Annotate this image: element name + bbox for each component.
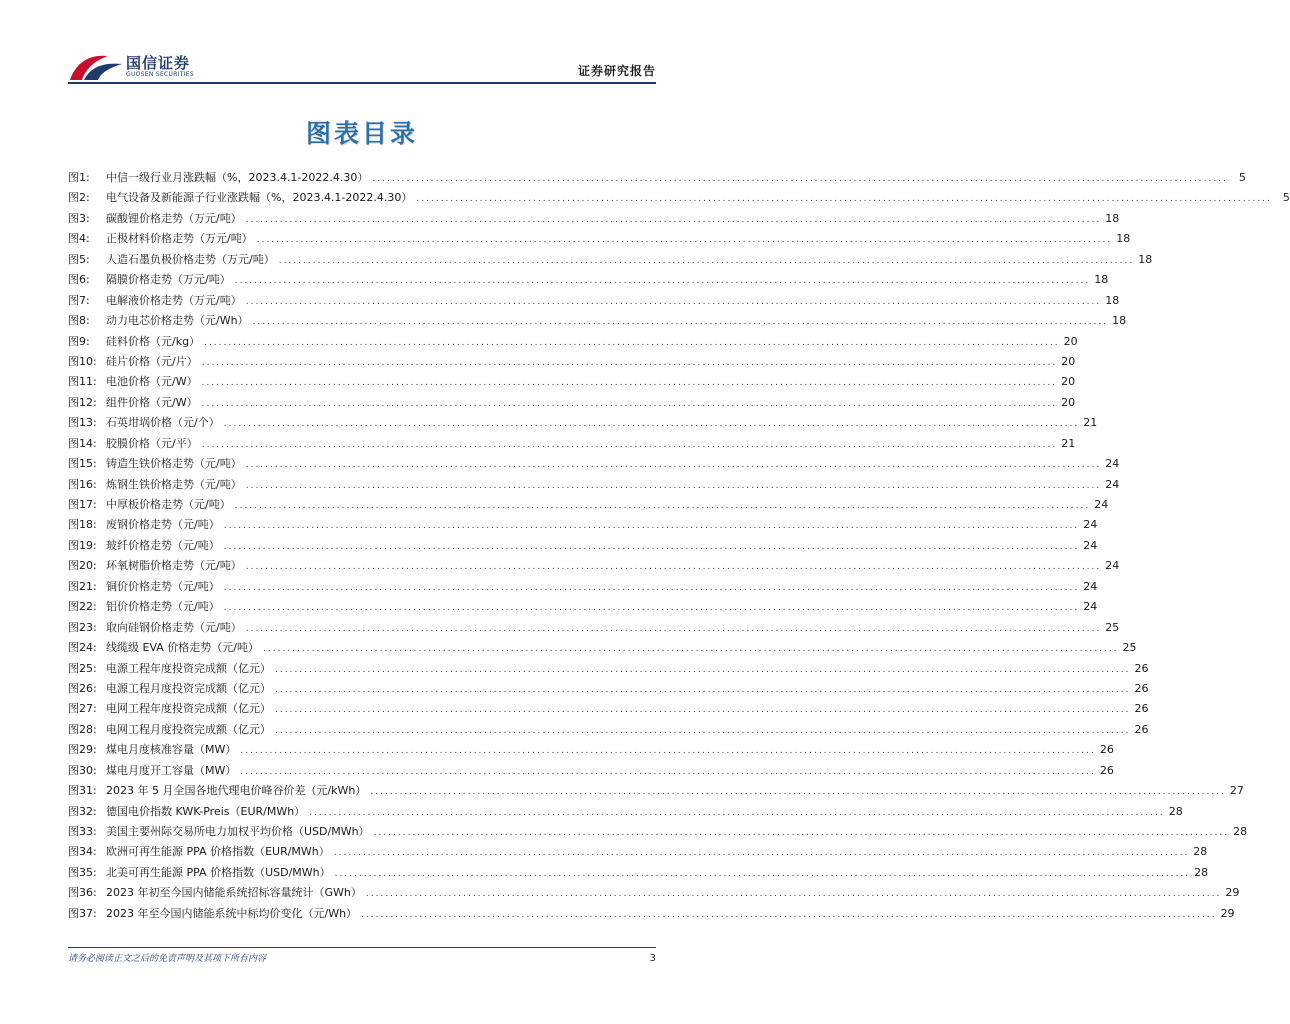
toc-page-number: 24 (1105, 477, 1120, 491)
toc-figure-label: 图19: (68, 538, 97, 552)
toc-figure-title[interactable]: 隔膜价格走势（万元/吨） (106, 273, 231, 287)
toc-figure-title[interactable]: 铸造生铁价格走势（元/吨） (106, 457, 242, 471)
toc-page-number: 26 (1134, 681, 1149, 695)
toc-dot-leader (202, 373, 1058, 393)
toc-dot-leader (224, 598, 1080, 618)
toc-dot-leader (224, 414, 1080, 434)
toc-page-number: 18 (1116, 232, 1131, 246)
toc-dot-leader (275, 660, 1131, 680)
toc-dot-leader (275, 700, 1131, 720)
toc-dot-leader (246, 476, 1102, 496)
toc-figure-label: 图36: (68, 886, 97, 900)
toc-dot-leader (366, 884, 1222, 904)
toc-entry[interactable] (68, 434, 1076, 454)
toc-figure-title[interactable]: 正极材料价格走势（万元/吨） (106, 232, 253, 246)
toc-entry[interactable] (68, 740, 1114, 760)
toc-entry[interactable] (68, 781, 1244, 801)
toc-figure-label: 图17: (68, 498, 97, 511)
toc-dot-leader (275, 680, 1131, 700)
report-type-label: 证券研究报告 (577, 64, 656, 78)
toc-page-number: 25 (1122, 641, 1137, 655)
toc-page-number: 28 (1194, 865, 1209, 879)
toc-page-number: 21 (1083, 416, 1098, 430)
toc-figure-label: 图5: (68, 252, 90, 266)
toc-figure-title[interactable]: 动力电芯价格走势（元/Wh） (106, 314, 249, 328)
toc-entry[interactable] (68, 720, 1149, 740)
toc-entry[interactable] (68, 802, 1183, 822)
toc-figure-label: 图29: (68, 743, 97, 757)
toc-dot-leader (202, 435, 1058, 455)
toc-entry[interactable] (68, 168, 1246, 188)
toc-figure-label: 图15: (68, 457, 97, 471)
toc-page-number: 25 (1105, 620, 1120, 634)
toc-figure-title[interactable]: 中信一级行业月涨跌幅（%，2023.4.1-2022.4.30） (106, 171, 369, 184)
page-number: 3 (649, 953, 656, 964)
toc-figure-label: 图20: (68, 559, 97, 573)
toc-figure-label: 图16: (68, 477, 97, 491)
toc-figure-label: 图12: (68, 395, 97, 409)
guosen-logo-icon (68, 52, 124, 82)
toc-figure-title[interactable]: 中厚板价格走势（元/吨） (106, 498, 231, 511)
toc-page-number: 21 (1061, 436, 1076, 450)
toc-figure-title[interactable]: 硅料价格（元/kg） (106, 334, 201, 348)
toc-figure-title[interactable]: 铜价价格走势（元/吨） (106, 579, 220, 593)
toc-figure-label: 图30: (68, 763, 97, 777)
toc-figure-title[interactable]: 炼钢生铁价格走势（元/吨） (106, 477, 242, 491)
page-title: 图表目录 (305, 119, 418, 148)
toc-page-number: 20 (1063, 334, 1078, 348)
toc-figure-title[interactable]: 欧洲可再生能源 PPA 价格指数（EUR/MWh） (106, 845, 330, 859)
toc-figure-title[interactable]: 铝价价格走势（元/吨） (106, 600, 220, 614)
toc-figure-label: 图14: (68, 436, 97, 450)
toc-figure-label: 图33: (68, 825, 97, 838)
toc-figure-label: 图26: (68, 681, 97, 695)
toc-figure-label: 图8: (68, 314, 90, 328)
toc-dot-leader (224, 578, 1080, 598)
toc-entry[interactable] (68, 229, 1131, 249)
toc-dot-leader (235, 271, 1091, 291)
toc-dot-leader (335, 864, 1191, 884)
toc-figure-label: 图2: (68, 191, 90, 205)
toc-dot-leader (275, 721, 1131, 741)
toc-dot-leader (240, 762, 1096, 782)
toc-figure-title[interactable]: 电源工程月度投资完成额（亿元） (106, 681, 271, 695)
toc-page-number: 24 (1083, 579, 1098, 593)
toc-figure-label: 图13: (68, 416, 97, 430)
toc-figure-label: 图9: (68, 334, 90, 348)
toc-dot-leader (374, 823, 1230, 843)
toc-page-number: 18 (1094, 273, 1109, 287)
toc-figure-title[interactable]: 煤电月度开工容量（MW） (106, 763, 237, 777)
toc-page-number: 5 (1238, 171, 1246, 184)
toc-figure-title[interactable]: 硅片价格（元/片） (106, 354, 198, 368)
toc-entry[interactable] (68, 209, 1120, 229)
toc-figure-title[interactable]: 废钢价格走势（元/吨） (106, 518, 220, 532)
toc-figure-title[interactable]: 电网工程月度投资完成额（亿元） (106, 722, 271, 736)
toc-dot-leader (235, 496, 1091, 516)
toc-entry[interactable] (68, 618, 1120, 638)
toc-page-number: 28 (1233, 825, 1248, 838)
toc-page-number: 20 (1061, 375, 1076, 389)
toc-figure-title[interactable]: 电源工程年度投资完成额（亿元） (106, 661, 271, 675)
toc-entry[interactable] (68, 577, 1098, 597)
logo-english-name: GUOSEN SECURITIES (126, 71, 195, 78)
toc-page-number: 26 (1099, 743, 1114, 757)
toc-dot-leader (240, 741, 1096, 761)
toc-figure-title[interactable]: 2023 年 5 月全国各地代理电价峰谷价差（元/kWh） (106, 784, 367, 798)
toc-dot-leader (202, 394, 1058, 414)
toc-entry[interactable] (68, 291, 1120, 311)
toc-figure-label: 图22: (68, 600, 97, 614)
toc-figure-title[interactable]: 煤电月度核准容量（MW） (106, 743, 237, 757)
logo-chinese-name: 国信证券 (126, 54, 191, 72)
toc-page-number: 24 (1105, 559, 1120, 573)
toc-figure-title[interactable]: 电网工程年度投资完成额（亿元） (106, 702, 271, 716)
toc-figure-label: 图25: (68, 661, 97, 675)
toc-entry[interactable] (68, 454, 1120, 474)
toc-page-number: 24 (1083, 518, 1098, 532)
toc-page-number: 28 (1168, 804, 1183, 818)
toc-figure-label: 图28: (68, 722, 97, 736)
toc-entry[interactable] (68, 311, 1127, 331)
toc-figure-label: 图24: (68, 641, 97, 655)
toc-page-number: 26 (1099, 763, 1114, 777)
toc-entry[interactable] (68, 761, 1114, 781)
toc-dot-leader (246, 619, 1102, 639)
toc-dot-leader (361, 905, 1217, 925)
toc-entry[interactable] (68, 659, 1149, 679)
toc-entry[interactable] (68, 536, 1098, 556)
toc-entry[interactable] (68, 699, 1149, 719)
toc-dot-leader (263, 639, 1119, 659)
toc-page-number: 24 (1094, 498, 1109, 511)
toc-figure-label: 图23: (68, 620, 97, 634)
toc-figure-label: 图27: (68, 702, 97, 716)
toc-figure-label: 图6: (68, 273, 90, 287)
toc-figure-label: 图31: (68, 784, 97, 798)
toc-dot-leader (202, 353, 1058, 373)
toc-page-number: 29 (1225, 886, 1240, 900)
toc-entry[interactable] (68, 638, 1137, 658)
page-header (68, 46, 656, 86)
toc-dot-leader (372, 169, 1228, 189)
toc-figure-label: 图4: (68, 232, 90, 246)
toc-dot-leader (253, 312, 1109, 332)
toc-dot-leader (334, 843, 1190, 863)
toc-figure-title[interactable]: 美国主要州际交易所电力加权平均价格（USD/MWh） (106, 825, 370, 838)
toc-entry[interactable] (68, 372, 1076, 392)
header-divider (68, 82, 656, 84)
toc-entry[interactable] (68, 842, 1208, 862)
toc-page-number: 26 (1134, 702, 1149, 716)
toc-dot-leader (257, 230, 1113, 250)
toc-dot-leader (370, 782, 1226, 802)
toc-figure-title[interactable]: 组件价格（元/W） (106, 395, 198, 409)
toc-entry[interactable] (68, 250, 1153, 270)
toc-entry[interactable] (68, 475, 1120, 495)
toc-page-number: 18 (1112, 314, 1127, 328)
toc-figure-title[interactable]: 玻纤价格走势（元/吨） (106, 538, 220, 552)
toc-dot-leader (246, 210, 1102, 230)
toc-page-number: 5 (1282, 191, 1290, 205)
toc-dot-leader (309, 803, 1165, 823)
toc-page-number: 28 (1193, 845, 1208, 859)
disclaimer-note: 请务必阅读正文之后的免责声明及其项下所有内容 (68, 954, 267, 964)
toc-figure-title[interactable]: 2023 年至今国内储能系统中标均价变化（元/Wh） (106, 906, 358, 920)
toc-figure-title[interactable]: 德国电价指数 KWK-Preis（EUR/MWh） (106, 804, 306, 818)
toc-figure-label: 图35: (68, 865, 97, 879)
toc-entry[interactable] (68, 863, 1209, 883)
toc-figure-label: 图21: (68, 579, 97, 593)
toc-page-number: 24 (1083, 538, 1098, 552)
toc-figure-label: 图37: (68, 906, 97, 920)
toc-figure-title[interactable]: 电池价格（元/W） (106, 375, 198, 389)
toc-page-number: 27 (1229, 784, 1244, 798)
toc-dot-leader (279, 251, 1135, 271)
toc-entry[interactable] (68, 883, 1240, 903)
toc-figure-title[interactable]: 2023 年初至今国内储能系统招标容量统计（GWh） (106, 886, 362, 900)
toc-entry[interactable] (68, 556, 1120, 576)
toc-figure-label: 图1: (68, 171, 90, 184)
toc-page-number: 29 (1220, 906, 1235, 920)
toc-figure-label: 图3: (68, 211, 90, 225)
toc-entry[interactable] (68, 597, 1098, 617)
toc-figure-title[interactable]: 胶膜价格（元/平） (106, 436, 198, 450)
toc-entry[interactable] (68, 515, 1098, 535)
toc-page-number: 24 (1083, 600, 1098, 614)
toc-dot-leader (224, 537, 1080, 557)
toc-figure-title[interactable]: 人造石墨负极价格走势（万元/吨） (106, 252, 275, 266)
toc-entry[interactable] (68, 904, 1235, 924)
toc-dot-leader (246, 292, 1102, 312)
toc-figure-label: 图18: (68, 518, 97, 532)
toc-dot-leader (416, 189, 1272, 209)
toc-entry[interactable] (68, 822, 1248, 842)
toc-figure-label: 图11: (68, 375, 97, 389)
toc-page-number: 18 (1105, 293, 1120, 307)
toc-entry[interactable] (68, 679, 1149, 699)
toc-figure-title[interactable]: 北美可再生能源 PPA 价格指数（USD/MWh） (106, 865, 331, 879)
toc-figure-label: 图10: (68, 354, 97, 368)
toc-page-number: 20 (1061, 354, 1076, 368)
toc-entry[interactable] (68, 413, 1098, 433)
toc-dot-leader (246, 557, 1102, 577)
toc-entry[interactable] (68, 495, 1109, 515)
figure-toc-list (68, 168, 1290, 924)
toc-figure-title[interactable]: 环氧树脂价格走势（元/吨） (106, 559, 242, 573)
toc-page-number: 26 (1134, 722, 1149, 736)
toc-figure-title[interactable]: 碳酸锂价格走势（万元/吨） (106, 211, 242, 225)
toc-dot-leader (224, 516, 1080, 536)
toc-entry[interactable] (68, 332, 1078, 352)
toc-figure-title[interactable]: 线缆级 EVA 价格走势（元/吨） (106, 641, 259, 655)
toc-entry[interactable] (68, 188, 1290, 208)
toc-figure-title[interactable]: 电气设备及新能源子行业涨跌幅（%，2023.4.1-2022.4.30） (106, 191, 413, 205)
footer-divider (68, 947, 656, 948)
toc-dot-leader (204, 333, 1060, 353)
toc-figure-title[interactable]: 石英坩埚价格（元/个） (106, 416, 220, 430)
toc-entry[interactable] (68, 352, 1076, 372)
toc-figure-title[interactable]: 取向硅钢价格走势（元/吨） (106, 620, 242, 634)
toc-dot-leader (246, 455, 1102, 475)
toc-page-number: 26 (1134, 661, 1149, 675)
toc-figure-title[interactable]: 电解液价格走势（万元/吨） (106, 293, 242, 307)
toc-page-number: 20 (1061, 395, 1076, 409)
toc-entry[interactable] (68, 393, 1076, 413)
toc-figure-label: 图34: (68, 845, 97, 859)
toc-page-number: 18 (1138, 252, 1153, 266)
toc-page-number: 18 (1105, 211, 1120, 225)
toc-page-number: 24 (1105, 457, 1120, 471)
toc-figure-label: 图32: (68, 804, 97, 818)
toc-entry[interactable] (68, 270, 1109, 290)
toc-figure-label: 图7: (68, 293, 90, 307)
